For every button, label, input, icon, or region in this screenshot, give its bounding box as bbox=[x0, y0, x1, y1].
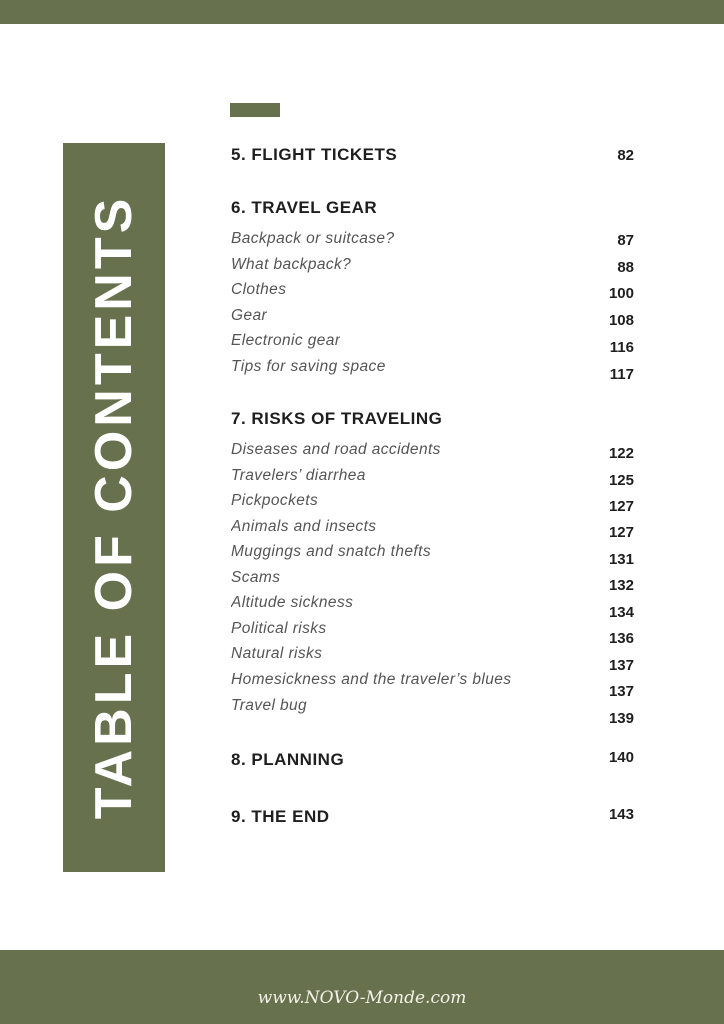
toc-item: Political risks bbox=[231, 620, 327, 637]
toc-item: Backpack or suitcase? bbox=[231, 230, 395, 247]
side-title-box bbox=[63, 143, 165, 872]
toc-item-page: 136 bbox=[608, 630, 634, 647]
toc-item-page: 134 bbox=[608, 604, 634, 621]
toc-item: Diseases and road accidents bbox=[231, 441, 441, 458]
toc-item-page: 122 bbox=[608, 445, 634, 462]
toc-item-page: 131 bbox=[608, 551, 634, 568]
toc-item-page: 117 bbox=[609, 366, 634, 383]
toc-item: Scams bbox=[231, 569, 281, 586]
toc-item-page: 88 bbox=[617, 259, 634, 276]
toc-item-page: 139 bbox=[608, 710, 634, 727]
toc-item: Pickpockets bbox=[231, 492, 319, 509]
toc-item-page: 132 bbox=[608, 577, 634, 594]
section-page: 140 bbox=[608, 749, 634, 766]
toc-item: Electronic gear bbox=[231, 332, 341, 349]
toc-item: What backpack? bbox=[231, 256, 352, 273]
toc-item-page: 108 bbox=[608, 312, 634, 329]
toc-item: Altitude sickness bbox=[231, 594, 354, 611]
section-page: 143 bbox=[608, 806, 634, 823]
toc-item: Homesickness and the traveler’s blues bbox=[231, 671, 512, 688]
top-bar bbox=[0, 0, 724, 24]
section-page: 82 bbox=[617, 147, 634, 164]
section-title: 9. THE END bbox=[231, 807, 330, 826]
toc-item: Muggings and snatch thefts bbox=[231, 543, 431, 560]
bottom-bar bbox=[0, 950, 724, 1024]
toc-item-page: 127 bbox=[608, 524, 634, 541]
toc-item: Animals and insects bbox=[231, 518, 377, 535]
toc-item-page: 116 bbox=[609, 339, 634, 356]
section-title: 8. PLANNING bbox=[231, 750, 345, 769]
toc-item-page: 100 bbox=[608, 285, 634, 302]
section-title: 7. RISKS OF TRAVELING bbox=[231, 409, 443, 428]
accent-bar bbox=[230, 103, 280, 117]
section-title: 6. TRAVEL GEAR bbox=[231, 198, 378, 217]
toc-item: Travel bug bbox=[231, 697, 308, 714]
toc-item-page: 125 bbox=[608, 472, 634, 489]
footer-url: www.NOVO-Monde.com bbox=[257, 988, 467, 1008]
toc-item-page: 137 bbox=[608, 683, 634, 700]
toc-item-page: 87 bbox=[617, 232, 634, 249]
toc-item-page: 127 bbox=[608, 498, 634, 515]
section-title: 5. FLIGHT TICKETS bbox=[231, 145, 398, 164]
toc-item: Travelers’ diarrhea bbox=[231, 467, 366, 484]
side-title: TABLE OF CONTENTS bbox=[85, 194, 143, 820]
toc-item-page: 137 bbox=[608, 657, 634, 674]
toc-item: Gear bbox=[231, 307, 268, 324]
toc-item: Natural risks bbox=[231, 645, 323, 662]
toc-item: Tips for saving space bbox=[231, 358, 386, 375]
toc-item: Clothes bbox=[231, 281, 287, 298]
